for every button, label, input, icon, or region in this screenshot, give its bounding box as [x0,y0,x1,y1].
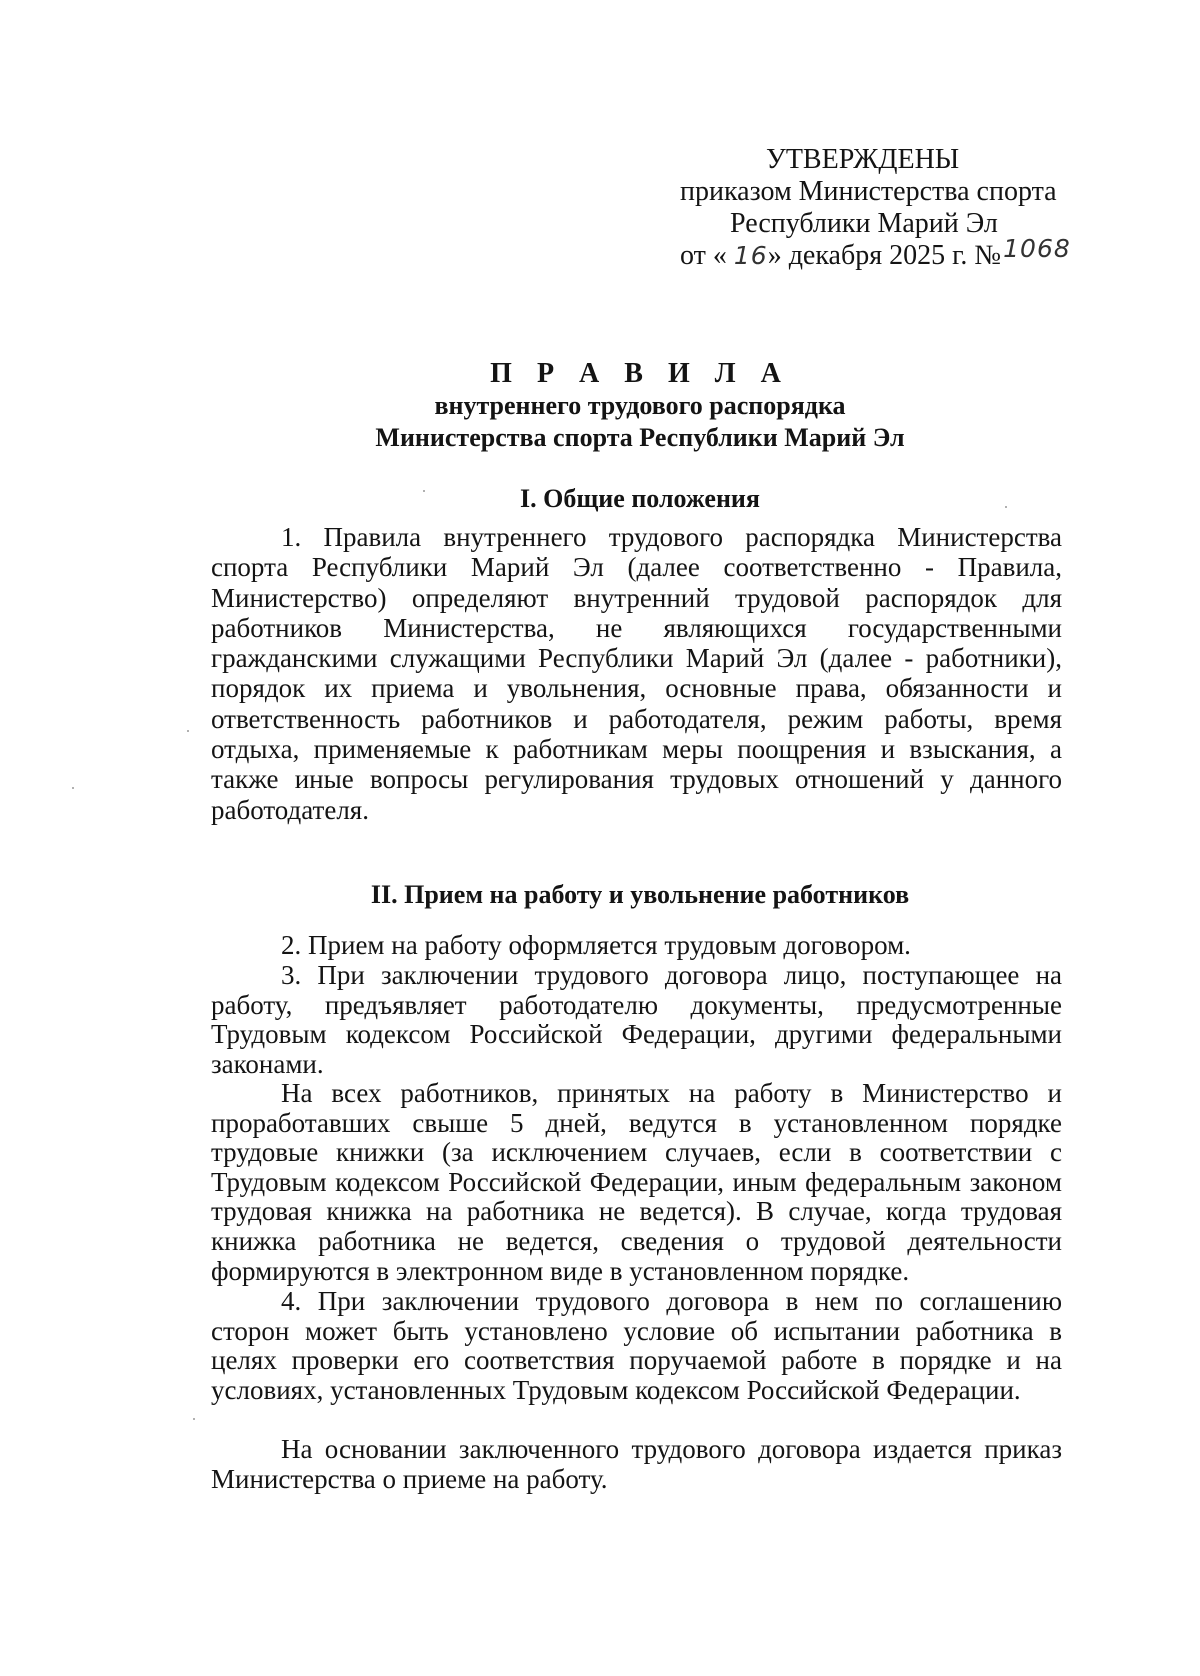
date-prefix: от « [680,240,727,271]
paragraph-2: 2. Прием на работу оформляется трудовым договором. [281,930,911,960]
approval-line-order: приказом Министерства спорта [680,176,1057,207]
approval-line-republic: Республики Марий Эл [730,208,998,239]
paragraph-3: 3. При заключении трудового договора лицо, поступающее на работу, предъявляет работодателю документы, предусмотренные Трудовым кодексом Российской Федерации, другими федеральными законами. [211,960,1062,1079]
paragraph-4-continued: На основании заключенного трудового договора издается приказ Министерства о приеме на работу. [211,1434,1062,1494]
scan-speck [423,490,425,492]
approval-date-line [640,234,1071,272]
section-1-heading: I. Общие положения [520,484,760,513]
approval-title: УТВЕРЖДЕНЫ [766,144,960,175]
scan-speck [193,1418,195,1420]
scan-speck [1005,506,1007,508]
paragraph-3-continued: На всех работников, принятых на работу в Министерство и проработавших свыше 5 дней, ведутся в установленном порядке трудовые книжки (за исключением случаев, если в соответствии с Трудовым кодексом Российской Федерации, иным федеральным законом трудовая книжка на работника не ведется). В случае, когда трудовая книжка работника не ведется, сведения о трудовой деятельности формируются в электронном виде в установленном порядке. [211,1078,1062,1286]
handwritten-day: 16 [733,241,768,270]
scan-speck [72,787,74,789]
document-subtitle-2: Министерства спорта Республики Марий Эл [375,423,905,452]
document-title: П Р А В И Л А [490,358,790,389]
paragraph-4: 4. При заключении трудового договора в нем по соглашению сторон может быть установлено условие об испытании работника в целях проверки его соответствия поручаемой работе в порядке и на условиях, установленных Трудовым кодексом Российской Федерации. [211,1286,1062,1405]
section-2-heading: II. Прием на работу и увольнение работников [370,880,910,909]
date-middle: » декабря 2025 г. № [767,240,1002,271]
approval-block [640,144,1071,272]
handwritten-order-number: 1068 [1003,234,1071,263]
document-title-block [200,358,1080,454]
scan-speck [187,730,189,732]
document-subtitle-1: внутреннего трудового распорядка [434,391,846,420]
paragraph-1: 1. Правила внутреннего трудового распорядка Министерства спорта Республики Марий Эл (далее соответственно - Правила, Министерство) определяют внутренний трудовой распорядок для работников Министерства, не являющихся государственными гражданскими служащими Республики Марий Эл (далее - работники), порядок их приема и увольнения, основные права, обязанности и ответственность работников и работодателя, режим работы, время отдыха, применяемые к работникам меры поощрения и взыскания, а также иные вопросы регулирования трудовых отношений у данного работодателя. [211,522,1062,825]
